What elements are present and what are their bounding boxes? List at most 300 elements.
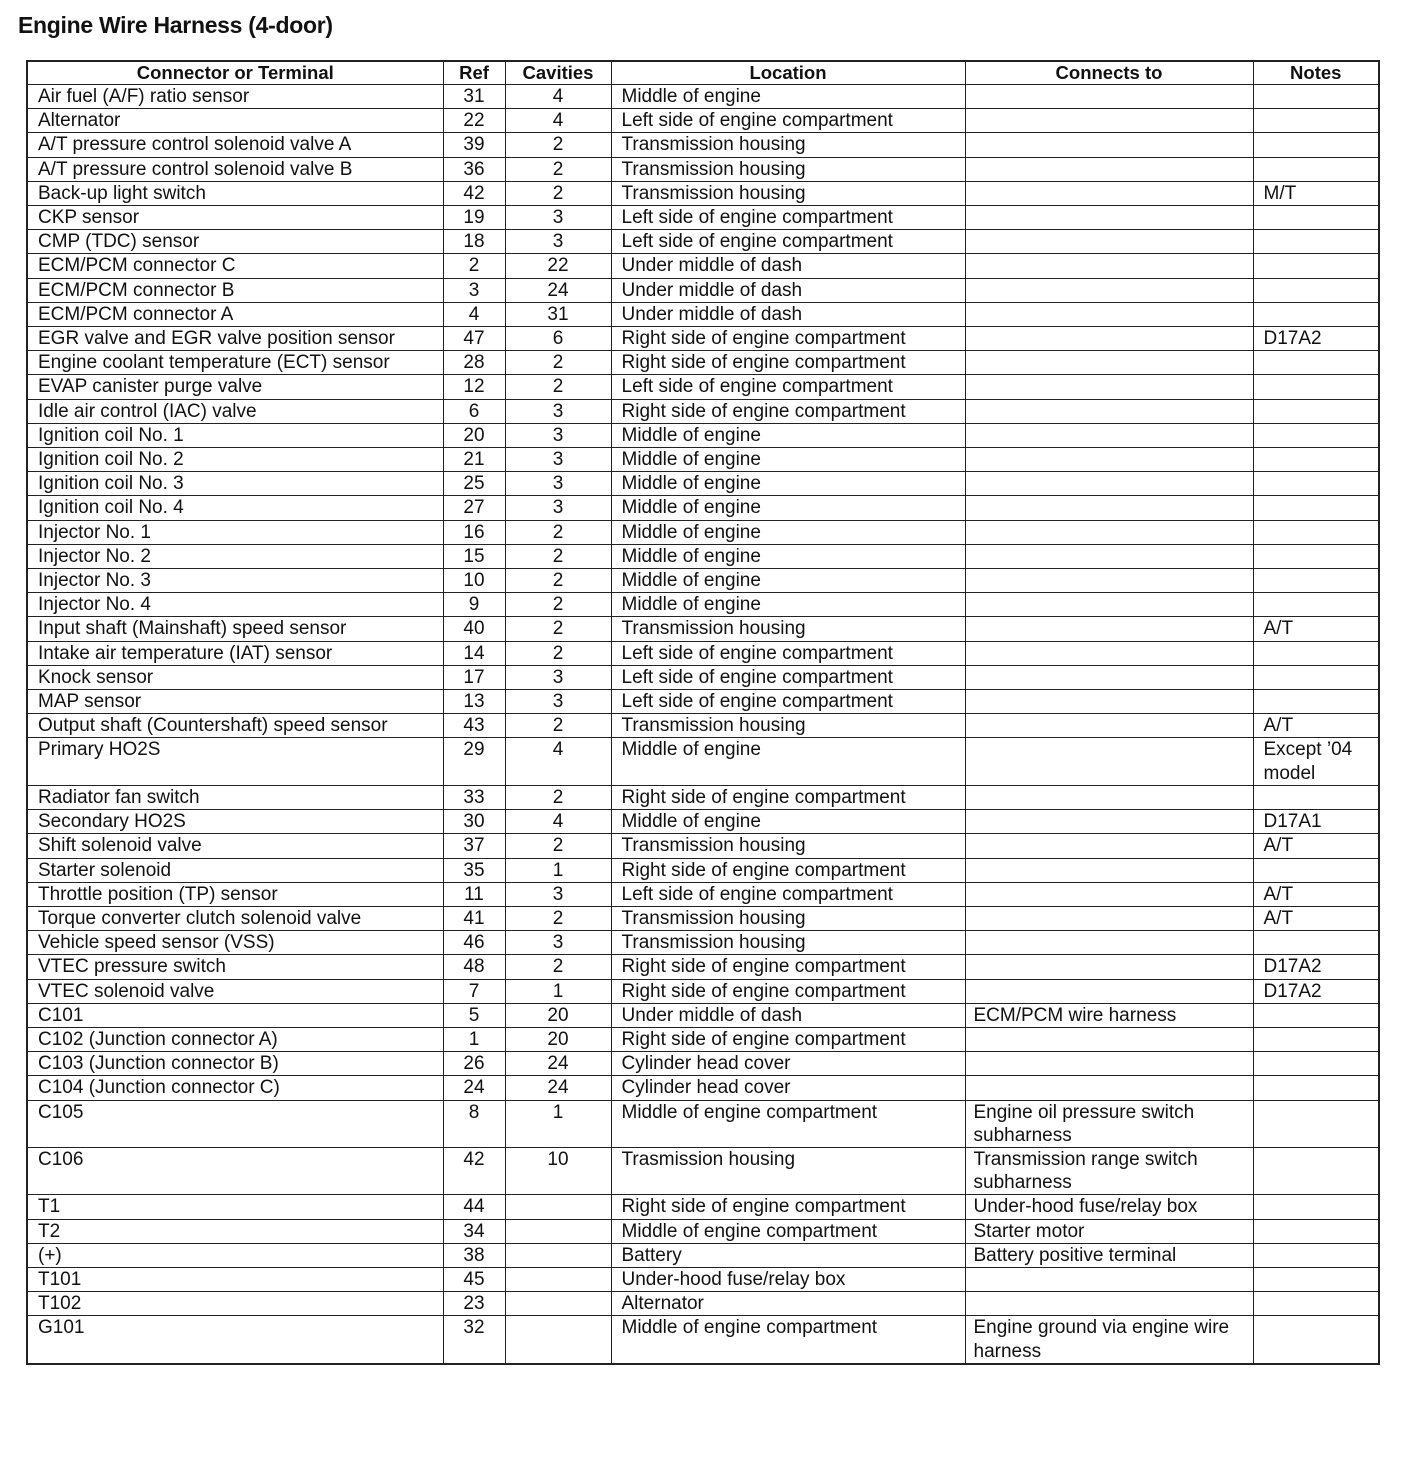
header-ref: Ref [443, 61, 505, 85]
cell-ref: 1 [443, 1027, 505, 1051]
cell-connects-to [965, 738, 1253, 785]
cell-connects-to [965, 472, 1253, 496]
cell-connects-to [965, 448, 1253, 472]
cell-connector: G101 [27, 1316, 443, 1364]
harness-table [26, 60, 1380, 1365]
cell-location: Right side of engine compartment [611, 785, 965, 809]
cell-notes [1253, 1076, 1379, 1100]
cell-cavities [505, 1267, 611, 1291]
cell-ref: 44 [443, 1195, 505, 1219]
cell-ref: 4 [443, 302, 505, 326]
cell-location: Left side of engine compartment [611, 230, 965, 254]
cell-notes: A/T [1253, 882, 1379, 906]
cell-connector: C106 [27, 1147, 443, 1194]
cell-cavities: 4 [505, 109, 611, 133]
cell-ref: 12 [443, 375, 505, 399]
cell-location: Middle of engine [611, 496, 965, 520]
cell-notes [1253, 1316, 1379, 1364]
cell-connects-to [965, 858, 1253, 882]
cell-connector: (+) [27, 1243, 443, 1267]
cell-cavities: 3 [505, 496, 611, 520]
cell-location: Middle of engine [611, 448, 965, 472]
cell-connects-to [965, 351, 1253, 375]
cell-connects-to: ECM/PCM wire harness [965, 1003, 1253, 1027]
table-row [27, 1243, 1379, 1267]
cell-connector: Alternator [27, 109, 443, 133]
table-row [27, 810, 1379, 834]
cell-connects-to [965, 520, 1253, 544]
cell-ref: 35 [443, 858, 505, 882]
cell-notes [1253, 1219, 1379, 1243]
cell-connector: Injector No. 3 [27, 569, 443, 593]
cell-cavities: 2 [505, 181, 611, 205]
cell-connects-to [965, 690, 1253, 714]
cell-location: Middle of engine [611, 423, 965, 447]
cell-ref: 8 [443, 1100, 505, 1147]
cell-notes [1253, 641, 1379, 665]
cell-cavities: 3 [505, 423, 611, 447]
cell-cavities: 3 [505, 206, 611, 230]
cell-connector: Vehicle speed sensor (VSS) [27, 931, 443, 955]
cell-connector: Ignition coil No. 3 [27, 472, 443, 496]
table-row [27, 85, 1379, 109]
cell-connector: Back-up light switch [27, 181, 443, 205]
cell-connects-to [965, 931, 1253, 955]
cell-notes: A/T [1253, 906, 1379, 930]
cell-cavities: 3 [505, 448, 611, 472]
cell-cavities [505, 1243, 611, 1267]
cell-cavities: 1 [505, 979, 611, 1003]
cell-connector: Throttle position (TP) sensor [27, 882, 443, 906]
cell-connector: Radiator fan switch [27, 785, 443, 809]
cell-ref: 13 [443, 690, 505, 714]
cell-connects-to [965, 714, 1253, 738]
table-row [27, 375, 1379, 399]
cell-cavities: 20 [505, 1027, 611, 1051]
cell-connects-to [965, 665, 1253, 689]
cell-connects-to [965, 1076, 1253, 1100]
cell-cavities: 1 [505, 1100, 611, 1147]
cell-cavities: 6 [505, 327, 611, 351]
cell-connects-to [965, 85, 1253, 109]
table-row [27, 302, 1379, 326]
table-row [27, 834, 1379, 858]
cell-location: Under middle of dash [611, 278, 965, 302]
cell-location: Transmission housing [611, 133, 965, 157]
cell-connects-to [965, 544, 1253, 568]
cell-cavities: 2 [505, 834, 611, 858]
cell-location: Middle of engine [611, 810, 965, 834]
cell-ref: 39 [443, 133, 505, 157]
cell-connects-to [965, 423, 1253, 447]
table-row [27, 351, 1379, 375]
cell-notes [1253, 399, 1379, 423]
cell-connector: Knock sensor [27, 665, 443, 689]
cell-cavities: 3 [505, 472, 611, 496]
cell-cavities [505, 1219, 611, 1243]
cell-location: Right side of engine compartment [611, 1195, 965, 1219]
cell-ref: 27 [443, 496, 505, 520]
cell-notes [1253, 302, 1379, 326]
cell-location: Right side of engine compartment [611, 351, 965, 375]
cell-connects-to [965, 327, 1253, 351]
cell-connects-to: Engine ground via engine wire harness [965, 1316, 1253, 1364]
cell-connector: Engine coolant temperature (ECT) sensor [27, 351, 443, 375]
cell-cavities: 3 [505, 399, 611, 423]
cell-location: Middle of engine [611, 569, 965, 593]
table-row [27, 544, 1379, 568]
cell-connector: Injector No. 2 [27, 544, 443, 568]
cell-cavities: 2 [505, 351, 611, 375]
cell-ref: 15 [443, 544, 505, 568]
cell-cavities: 2 [505, 593, 611, 617]
cell-ref: 37 [443, 834, 505, 858]
cell-connects-to [965, 254, 1253, 278]
cell-connector: ECM/PCM connector B [27, 278, 443, 302]
cell-cavities: 4 [505, 85, 611, 109]
cell-connector: CMP (TDC) sensor [27, 230, 443, 254]
cell-notes [1253, 1100, 1379, 1147]
cell-connects-to [965, 302, 1253, 326]
cell-notes: D17A2 [1253, 979, 1379, 1003]
cell-ref: 21 [443, 448, 505, 472]
cell-cavities: 4 [505, 810, 611, 834]
cell-location: Under-hood fuse/relay box [611, 1267, 965, 1291]
cell-location: Transmission housing [611, 931, 965, 955]
cell-notes: D17A2 [1253, 327, 1379, 351]
cell-connects-to [965, 569, 1253, 593]
table-row [27, 641, 1379, 665]
cell-connects-to: Engine oil pressure switch subharness [965, 1100, 1253, 1147]
cell-connector: T102 [27, 1292, 443, 1316]
cell-ref: 30 [443, 810, 505, 834]
cell-location: Left side of engine compartment [611, 375, 965, 399]
cell-connector: VTEC solenoid valve [27, 979, 443, 1003]
cell-notes: A/T [1253, 714, 1379, 738]
cell-connects-to [965, 181, 1253, 205]
cell-notes [1253, 206, 1379, 230]
cell-connects-to [965, 133, 1253, 157]
table-row [27, 1195, 1379, 1219]
cell-notes: M/T [1253, 181, 1379, 205]
cell-notes [1253, 569, 1379, 593]
cell-connector: Secondary HO2S [27, 810, 443, 834]
cell-cavities [505, 1292, 611, 1316]
cell-cavities: 2 [505, 641, 611, 665]
cell-ref: 28 [443, 351, 505, 375]
cell-location: Battery [611, 1243, 965, 1267]
cell-connector: Input shaft (Mainshaft) speed sensor [27, 617, 443, 641]
table-row [27, 496, 1379, 520]
cell-location: Left side of engine compartment [611, 882, 965, 906]
cell-connector: Idle air control (IAC) valve [27, 399, 443, 423]
cell-location: Left side of engine compartment [611, 109, 965, 133]
cell-location: Right side of engine compartment [611, 955, 965, 979]
table-row [27, 714, 1379, 738]
table-row [27, 1052, 1379, 1076]
cell-location: Middle of engine [611, 85, 965, 109]
cell-connects-to [965, 617, 1253, 641]
cell-notes [1253, 1267, 1379, 1291]
page-title: Engine Wire Harness (4-door) [18, 12, 333, 38]
cell-connector: EGR valve and EGR valve position sensor [27, 327, 443, 351]
header-notes: Notes [1253, 61, 1379, 85]
cell-connects-to [965, 230, 1253, 254]
table-row [27, 665, 1379, 689]
cell-cavities: 31 [505, 302, 611, 326]
cell-connects-to [965, 1052, 1253, 1076]
cell-cavities: 2 [505, 785, 611, 809]
cell-ref: 42 [443, 1147, 505, 1194]
cell-notes [1253, 931, 1379, 955]
cell-cavities: 2 [505, 133, 611, 157]
header-location: Location [611, 61, 965, 85]
table-row [27, 133, 1379, 157]
cell-ref: 46 [443, 931, 505, 955]
cell-location: Middle of engine compartment [611, 1100, 965, 1147]
table-row [27, 1292, 1379, 1316]
cell-ref: 19 [443, 206, 505, 230]
cell-ref: 22 [443, 109, 505, 133]
cell-connector: Ignition coil No. 1 [27, 423, 443, 447]
cell-cavities: 2 [505, 569, 611, 593]
cell-connector: Output shaft (Countershaft) speed sensor [27, 714, 443, 738]
cell-connects-to [965, 109, 1253, 133]
cell-ref: 24 [443, 1076, 505, 1100]
cell-ref: 48 [443, 955, 505, 979]
cell-cavities: 22 [505, 254, 611, 278]
table-row [27, 423, 1379, 447]
cell-connects-to [965, 834, 1253, 858]
cell-connects-to: Battery positive terminal [965, 1243, 1253, 1267]
cell-connector: T1 [27, 1195, 443, 1219]
cell-notes [1253, 351, 1379, 375]
table-row [27, 1147, 1379, 1194]
cell-cavities: 3 [505, 931, 611, 955]
table-row [27, 1076, 1379, 1100]
cell-connects-to [965, 1027, 1253, 1051]
table-header-row [27, 61, 1379, 85]
cell-connects-to [965, 882, 1253, 906]
cell-ref: 10 [443, 569, 505, 593]
cell-ref: 34 [443, 1219, 505, 1243]
cell-ref: 3 [443, 278, 505, 302]
cell-location: Middle of engine [611, 520, 965, 544]
cell-location: Left side of engine compartment [611, 206, 965, 230]
cell-connector: ECM/PCM connector C [27, 254, 443, 278]
cell-ref: 36 [443, 157, 505, 181]
table-row [27, 157, 1379, 181]
cell-cavities: 2 [505, 520, 611, 544]
cell-notes [1253, 520, 1379, 544]
cell-notes [1253, 785, 1379, 809]
cell-ref: 9 [443, 593, 505, 617]
cell-connector: Shift solenoid valve [27, 834, 443, 858]
cell-cavities: 24 [505, 278, 611, 302]
cell-connects-to [965, 955, 1253, 979]
table-row [27, 906, 1379, 930]
cell-notes [1253, 1027, 1379, 1051]
cell-notes [1253, 858, 1379, 882]
cell-ref: 7 [443, 979, 505, 1003]
cell-ref: 23 [443, 1292, 505, 1316]
cell-ref: 25 [443, 472, 505, 496]
header-connector: Connector or Terminal [27, 61, 443, 85]
cell-notes: D17A2 [1253, 955, 1379, 979]
cell-connector: Intake air temperature (IAT) sensor [27, 641, 443, 665]
table-row [27, 858, 1379, 882]
cell-connector: Starter solenoid [27, 858, 443, 882]
cell-cavities: 2 [505, 544, 611, 568]
cell-notes [1253, 157, 1379, 181]
cell-notes [1253, 1195, 1379, 1219]
cell-connector: Injector No. 4 [27, 593, 443, 617]
table-row [27, 1003, 1379, 1027]
cell-cavities: 3 [505, 882, 611, 906]
cell-ref: 26 [443, 1052, 505, 1076]
cell-cavities: 24 [505, 1076, 611, 1100]
cell-location: Transmission housing [611, 181, 965, 205]
cell-ref: 16 [443, 520, 505, 544]
table-row [27, 738, 1379, 785]
table-row [27, 1100, 1379, 1147]
table-row [27, 931, 1379, 955]
cell-location: Right side of engine compartment [611, 858, 965, 882]
cell-connector: T101 [27, 1267, 443, 1291]
cell-connector: EVAP canister purge valve [27, 375, 443, 399]
cell-connector: Ignition coil No. 4 [27, 496, 443, 520]
table-row [27, 448, 1379, 472]
cell-notes [1253, 278, 1379, 302]
cell-notes [1253, 1292, 1379, 1316]
cell-notes: A/T [1253, 834, 1379, 858]
cell-cavities: 10 [505, 1147, 611, 1194]
cell-cavities [505, 1316, 611, 1364]
cell-cavities: 2 [505, 157, 611, 181]
cell-cavities: 2 [505, 617, 611, 641]
table-row [27, 593, 1379, 617]
cell-notes [1253, 85, 1379, 109]
cell-ref: 14 [443, 641, 505, 665]
cell-notes: Except ’04 model [1253, 738, 1379, 785]
cell-location: Alternator [611, 1292, 965, 1316]
cell-connector: C103 (Junction connector B) [27, 1052, 443, 1076]
cell-notes [1253, 230, 1379, 254]
cell-notes [1253, 375, 1379, 399]
cell-connector: MAP sensor [27, 690, 443, 714]
table-row [27, 327, 1379, 351]
cell-location: Middle of engine compartment [611, 1316, 965, 1364]
cell-ref: 45 [443, 1267, 505, 1291]
cell-location: Middle of engine [611, 593, 965, 617]
cell-connects-to: Transmission range switch subharness [965, 1147, 1253, 1194]
cell-connector: C101 [27, 1003, 443, 1027]
cell-connects-to [965, 206, 1253, 230]
cell-ref: 11 [443, 882, 505, 906]
table-row [27, 254, 1379, 278]
table-row [27, 109, 1379, 133]
cell-location: Transmission housing [611, 157, 965, 181]
cell-connector: A/T pressure control solenoid valve B [27, 157, 443, 181]
header-connects-to: Connects to [965, 61, 1253, 85]
cell-notes [1253, 1147, 1379, 1194]
cell-location: Left side of engine compartment [611, 641, 965, 665]
cell-connects-to [965, 641, 1253, 665]
cell-cavities: 2 [505, 906, 611, 930]
cell-location: Middle of engine compartment [611, 1219, 965, 1243]
cell-location: Under middle of dash [611, 302, 965, 326]
cell-location: Transmission housing [611, 617, 965, 641]
cell-location: Left side of engine compartment [611, 690, 965, 714]
cell-location: Transmission housing [611, 714, 965, 738]
cell-connects-to [965, 375, 1253, 399]
cell-ref: 40 [443, 617, 505, 641]
cell-location: Right side of engine compartment [611, 979, 965, 1003]
cell-connects-to [965, 496, 1253, 520]
table-row [27, 617, 1379, 641]
cell-notes [1253, 423, 1379, 447]
header-cavities: Cavities [505, 61, 611, 85]
cell-connects-to [965, 979, 1253, 1003]
cell-notes [1253, 448, 1379, 472]
cell-connects-to [965, 278, 1253, 302]
cell-ref: 43 [443, 714, 505, 738]
cell-connector: Primary HO2S [27, 738, 443, 785]
cell-cavities: 20 [505, 1003, 611, 1027]
cell-ref: 2 [443, 254, 505, 278]
row-group [27, 1243, 1379, 1267]
table-row [27, 472, 1379, 496]
cell-connector: C102 (Junction connector A) [27, 1027, 443, 1051]
cell-location: Transmission housing [611, 906, 965, 930]
cell-connector: Air fuel (A/F) ratio sensor [27, 85, 443, 109]
cell-connector: A/T pressure control solenoid valve A [27, 133, 443, 157]
row-group [27, 1267, 1379, 1315]
cell-ref: 5 [443, 1003, 505, 1027]
cell-notes [1253, 254, 1379, 278]
cell-notes [1253, 1243, 1379, 1267]
cell-notes [1253, 496, 1379, 520]
cell-connector: T2 [27, 1219, 443, 1243]
cell-ref: 18 [443, 230, 505, 254]
cell-location: Cylinder head cover [611, 1052, 965, 1076]
cell-ref: 47 [443, 327, 505, 351]
cell-ref: 38 [443, 1243, 505, 1267]
cell-ref: 20 [443, 423, 505, 447]
table-row [27, 181, 1379, 205]
cell-ref: 42 [443, 181, 505, 205]
cell-connects-to [965, 1267, 1253, 1291]
cell-cavities: 2 [505, 714, 611, 738]
table-row [27, 520, 1379, 544]
cell-cavities: 3 [505, 665, 611, 689]
table-row [27, 399, 1379, 423]
cell-connects-to [965, 1292, 1253, 1316]
cell-location: Trasmission housing [611, 1147, 965, 1194]
cell-ref: 6 [443, 399, 505, 423]
cell-notes [1253, 1052, 1379, 1076]
cell-connects-to: Under-hood fuse/relay box [965, 1195, 1253, 1219]
cell-cavities: 3 [505, 230, 611, 254]
cell-connects-to [965, 906, 1253, 930]
cell-location: Under middle of dash [611, 254, 965, 278]
cell-connector: Torque converter clutch solenoid valve [27, 906, 443, 930]
cell-notes: D17A1 [1253, 810, 1379, 834]
cell-connector: C104 (Junction connector C) [27, 1076, 443, 1100]
cell-notes [1253, 690, 1379, 714]
cell-ref: 17 [443, 665, 505, 689]
cell-cavities: 2 [505, 375, 611, 399]
